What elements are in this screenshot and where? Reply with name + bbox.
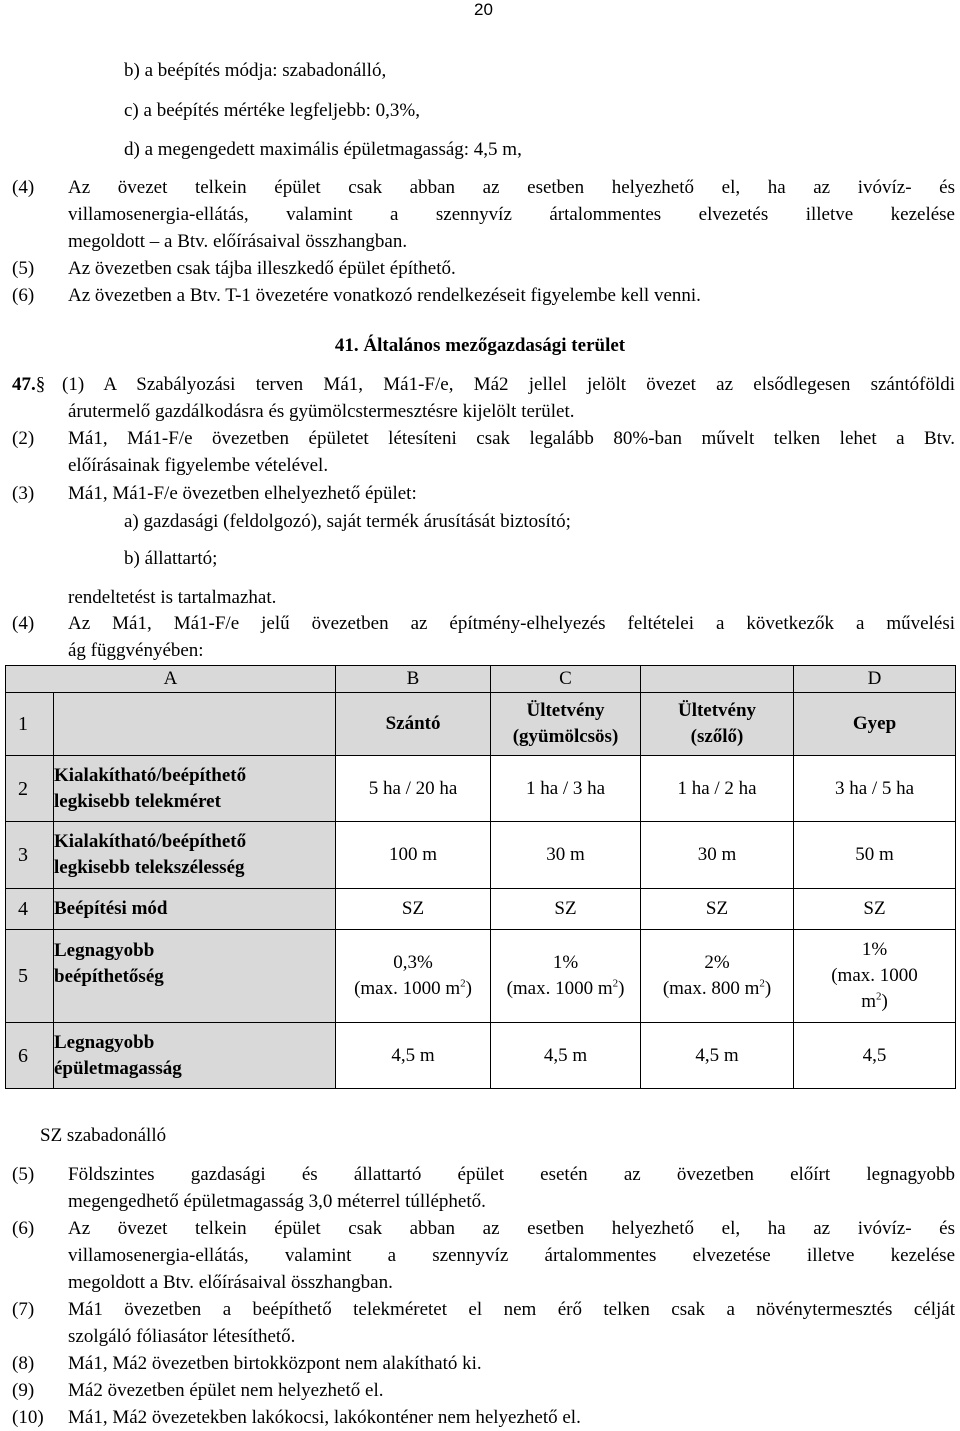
table-row [6, 930, 956, 1023]
list-item-d: d) a megengedett maximális épületmagasság: 4,5 m, [124, 139, 522, 160]
cell: 30 m [641, 822, 794, 889]
cell: 1 ha / 3 ha [491, 756, 641, 822]
cell: Gyep [794, 693, 956, 756]
list-item-b: b) a beépítés módja: szabadonálló, [124, 60, 387, 81]
para-line: rendeltetést is tartalmazhat. [68, 587, 277, 608]
row-number: 4 [6, 889, 54, 930]
para-number: (3) [12, 483, 35, 504]
cell: SZ [641, 889, 794, 930]
para-line: árutermelő gazdálkodásra és gyümölcstermesztésre kijelölt terület. [68, 401, 575, 422]
para-line: megoldott a Btv. előírásaival összhangban. [68, 1272, 393, 1293]
table-row [6, 693, 956, 756]
para-line: Má1, Má2 övezetben birtokközpont nem alakítható ki. [68, 1353, 482, 1374]
para-line: Má1, Má2 övezetekben lakókocsi, lakókonténer nem helyezhető el. [68, 1407, 581, 1428]
section-title: 41. Általános mezőgazdasági terület [334, 335, 626, 356]
para-line: Az övezet telkein épület csak abban az esetben helyezhető el, ha az ivóvíz- és [68, 1218, 955, 1239]
table-header-row [6, 666, 956, 693]
row-label: Kialakítható/beépíthető legkisebb telekméret [54, 756, 336, 822]
cell: 1 ha / 2 ha [641, 756, 794, 822]
para-number: (4) [12, 177, 35, 198]
row-number: 2 [6, 756, 54, 822]
para-number: (8) [12, 1353, 35, 1374]
para-line: ág függvényében: [68, 640, 204, 661]
col-header-b: B [336, 666, 491, 693]
para-line: (1) A Szabályozási terven Má1, Má1-F/e, Má2 jellel jelölt övezet az elsődlegesen szántóföldi [62, 374, 955, 395]
row-label: Legnagyobb épületmagasság [54, 1023, 336, 1089]
para-line: Má2 övezetben épület nem helyezhető el. [68, 1380, 384, 1401]
cell: Ültetvény (gyümölcsös) [491, 693, 641, 756]
cell: Szántó [336, 693, 491, 756]
row-number: 6 [6, 1023, 54, 1089]
col-header-a: A [6, 666, 336, 693]
cell: 0,3% (max. 1000 $m^2$) [336, 930, 491, 1023]
para-number: (5) [12, 1164, 35, 1185]
cell: 4,5 [794, 1023, 956, 1089]
row-label: Kialakítható/beépíthető legkisebb telekszélesség [54, 822, 336, 889]
para-number: (6) [12, 285, 35, 306]
building-conditions-table [5, 665, 956, 1089]
para-number: (4) [12, 613, 35, 634]
cell: 2% (max. 800 $m^2$) [641, 930, 794, 1023]
col-header-blank [641, 666, 794, 693]
para-line: Má1, Má1-F/e övezetben elhelyezhető épület: [68, 483, 417, 504]
sub-item-b: b) állattartó; [124, 548, 218, 569]
cell: 3 ha / 5 ha [794, 756, 956, 822]
para-line: Má1 övezetben a beépíthető telekméretet el nem érő telken csak a növénytermesztés célját [68, 1299, 955, 1320]
sub-item-a: a) gazdasági (feldolgozó), saját termék árusítását biztosító; [124, 511, 571, 532]
para-line: Az övezetben csak tájba illeszkedő épület építhető. [68, 258, 456, 279]
para-line: Az övezet telkein épület csak abban az esetben helyezhető el, ha az ivóvíz- és [68, 177, 955, 198]
col-header-c: C [491, 666, 641, 693]
row-label-empty [54, 693, 336, 756]
cell: SZ [491, 889, 641, 930]
row-number: 1 [6, 693, 54, 756]
para-line: Az Má1, Má1-F/e jelű övezetben az építmény-elhelyezés feltételei a következők a művelési [68, 613, 955, 634]
table-row [6, 1023, 956, 1089]
section-number: 47.§ [12, 374, 46, 395]
cell: 50 m [794, 822, 956, 889]
para-number: (6) [12, 1218, 35, 1239]
para-number: (10) [12, 1407, 44, 1428]
cell: 4,5 m [641, 1023, 794, 1089]
col-header-d: D [794, 666, 956, 693]
table-row [6, 756, 956, 822]
list-item-c: c) a beépítés mértéke legfeljebb: 0,3%, [124, 100, 420, 121]
cell: 30 m [491, 822, 641, 889]
cell: 4,5 m [336, 1023, 491, 1089]
para-line: Má1, Má1-F/e övezetben épületet létesíteni csak legalább 80%-ban művelt telken lehet a Btv. [68, 428, 955, 449]
row-label: Beépítési mód [54, 889, 336, 930]
cell: 1% (max. 1000 $m^2$) [794, 930, 956, 1023]
table-row [6, 889, 956, 930]
cell: 1% (max. 1000 $m^2$) [491, 930, 641, 1023]
table-row [6, 822, 956, 889]
para-number: (7) [12, 1299, 35, 1320]
para-line: előírásainak figyelembe vételével. [68, 455, 329, 476]
cell: 100 m [336, 822, 491, 889]
cell: Ültetvény (szőlő) [641, 693, 794, 756]
para-line: Földszintes gazdasági és állattartó épület esetén az övezetben előírt legnagyobb [68, 1164, 955, 1185]
cell: 5 ha / 20 ha [336, 756, 491, 822]
para-number: (9) [12, 1380, 35, 1401]
para-line: megoldott – a Btv. előírásaival összhangban. [68, 231, 408, 252]
para-line: megengedhető épületmagasság 3,0 méterrel túlléphető. [68, 1191, 486, 1212]
cell: SZ [794, 889, 956, 930]
row-number: 5 [6, 930, 54, 1023]
para-number: (2) [12, 428, 35, 449]
row-number: 3 [6, 822, 54, 889]
para-number: (5) [12, 258, 35, 279]
para-line: Az övezetben a Btv. T-1 övezetére vonatkozó rendelkezéseit figyelembe kell venni. [68, 285, 701, 306]
table-legend: SZ szabadonálló [40, 1125, 167, 1146]
page-number: 20 [474, 0, 493, 19]
para-line: villamosenergia-ellátás, valamint a szennyvíz ártalommentes elvezetése illetve kezelése [68, 1245, 955, 1266]
cell: 4,5 m [491, 1023, 641, 1089]
cell: SZ [336, 889, 491, 930]
para-line: villamosenergia-ellátás, valamint a szennyvíz ártalommentes elvezetés illetve kezelése [68, 204, 955, 225]
row-label: Legnagyobb beépíthetőség [54, 930, 336, 1023]
para-line: szolgáló fóliasátor létesíthető. [68, 1326, 296, 1347]
